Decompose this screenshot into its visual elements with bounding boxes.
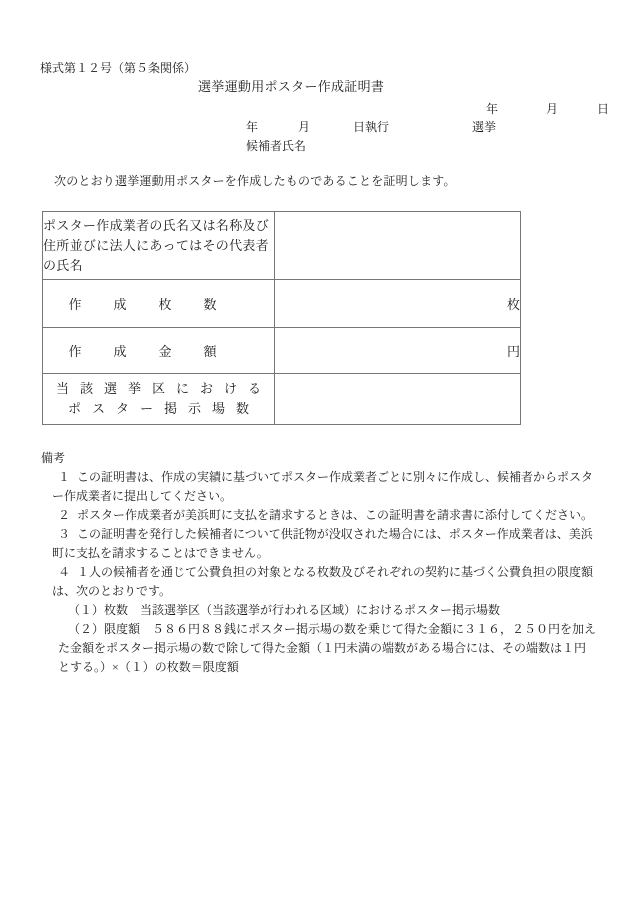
note-subitem-1: [58, 601, 596, 620]
election-date-line: [0, 120, 630, 135]
note-number: １: [58, 470, 71, 484]
form-number: 様式第１２号（第５条関係）: [40, 61, 197, 75]
notes-heading: 備考: [41, 451, 66, 465]
note-text-line: ポスター作成業者が美浜町に支払を請求するときは、この証明書を請求書に添付してください。: [77, 508, 594, 522]
maker-label-line: 住所並びに法人にあってはその代表者: [43, 237, 269, 253]
note-text-line: は、次のとおりです。: [52, 584, 172, 598]
district-label-line: 当該選挙区における: [55, 381, 272, 396]
note-item-2: [52, 506, 596, 525]
election-month-label: 月: [298, 120, 311, 134]
note-text-line: た金額をポスター掲示場の数で除して得た金額（１円未満の端数がある場合には、その端数は１円: [58, 641, 587, 655]
district-value-cell: [275, 374, 521, 425]
note-text-line: ー作成業者に提出してください。: [52, 489, 233, 503]
table-row-amount: [43, 328, 521, 374]
note-subitem-2: [58, 620, 596, 677]
note-number: ２: [58, 508, 71, 522]
notes-section: [41, 449, 596, 677]
issue-date-line: [0, 102, 630, 117]
election-year-label: 年: [246, 120, 259, 134]
issue-day-label: 日: [597, 102, 610, 116]
candidate-name-label: 候補者氏名: [246, 139, 307, 153]
issue-year-label: 年: [486, 102, 499, 116]
note-text-line: 町に支払を請求することはできません。: [52, 546, 269, 560]
note-text-line: この証明書を発行した候補者について供託物が没収された場合には、ポスター作成業者は、美浜: [77, 527, 593, 541]
note-text-line: （２）限度額 ５８６円８８銭にポスター掲示場の数を乗じて得た金額に３１６，２５０円を加え: [68, 622, 597, 636]
intro-sentence: 次のとおり選挙運動用ポスターを作成したものであることを証明します。: [54, 174, 456, 188]
table-row-district: [43, 374, 521, 425]
note-number: ３: [58, 527, 71, 541]
district-label-line: ポスター掲示場数: [67, 401, 260, 416]
amount-value-cell: 円: [275, 328, 521, 374]
maker-label-line: ポスター作成業者の氏名又は名称及び: [43, 217, 270, 233]
amount-label-cell: 作成金額: [43, 328, 275, 374]
sheets-value-cell: 枚: [275, 280, 521, 328]
note-text-line: とする。）×（１）の枚数＝限度額: [58, 660, 239, 674]
note-number: ４: [58, 565, 71, 579]
note-text-line: （１）枚数 当該選挙区（当該選挙が行われる区域）におけるポスター掲示場数: [68, 603, 501, 617]
district-label-cell: [43, 374, 275, 425]
election-label: 選挙: [472, 120, 497, 134]
certificate-table: [42, 211, 521, 425]
note-item-4: [52, 563, 596, 677]
page-title: 選挙運動用ポスター作成証明書: [198, 79, 385, 94]
note-item-1: [52, 468, 596, 506]
issue-month-label: 月: [546, 102, 559, 116]
maker-label-cell: [43, 212, 275, 280]
table-row-sheets: [43, 280, 521, 328]
sheets-label-cell: 作成枚数: [43, 280, 275, 328]
table-row-maker: [43, 212, 521, 280]
note-text-line: １人の候補者を通じて公費負担の対象となる枚数及びそれぞれの契約に基づく公費負担の限度額: [77, 565, 594, 579]
election-day-executed-label: 日執行: [353, 120, 390, 134]
note-item-3: [52, 525, 596, 563]
maker-label-line: の氏名: [43, 257, 83, 273]
maker-value-cell: [275, 212, 521, 280]
note-text-line: この証明書は、作成の実績に基づいてポスター作成業者ごとに別々に作成し、候補者からポスタ: [77, 470, 594, 484]
